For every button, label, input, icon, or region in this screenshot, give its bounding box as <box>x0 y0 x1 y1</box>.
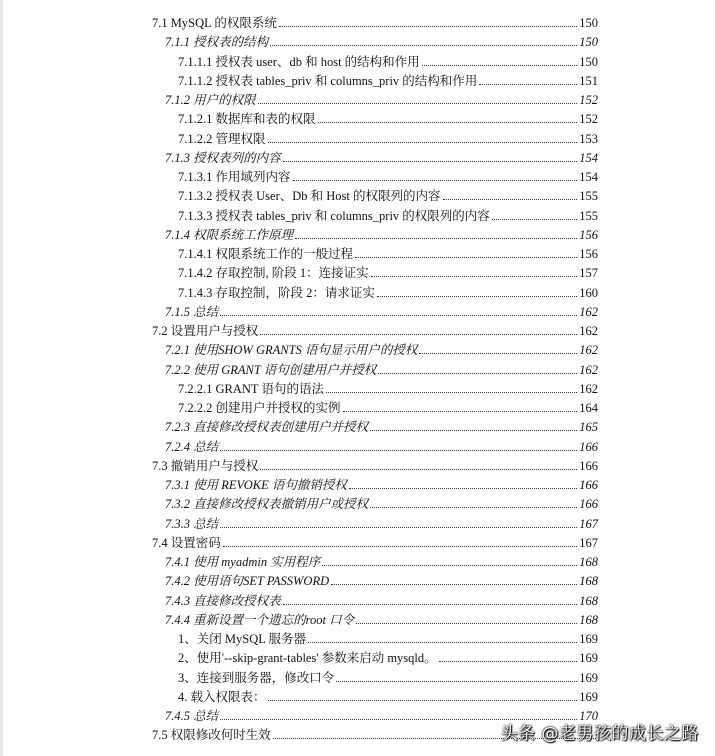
dot-leader <box>283 161 578 162</box>
toc-entry[interactable] <box>165 435 598 454</box>
toc-entry-page: 155 <box>579 208 598 223</box>
dot-leader <box>422 65 578 66</box>
toc-entry-page: 168 <box>579 593 598 608</box>
toc-entry-title: 7.3.3 总结 <box>165 516 219 531</box>
toc-entry-page: 169 <box>579 632 598 646</box>
toc-entry[interactable] <box>178 204 598 223</box>
toc-entry-title: 7.3.1 使用 REVOKE 语句撤销授权 <box>165 478 347 492</box>
toc-entry-title: 7.1.4.3 存取控制，阶段 2：请求证实 <box>178 285 375 300</box>
toc-entry-page: 170 <box>579 709 598 723</box>
toc-entry-title: 7.2.2.2 创建用户并授权的实例 <box>178 401 341 415</box>
toc-entry-title: 7.3.2 直接修改授权表撤销用户或授权 <box>165 497 369 512</box>
dot-leader <box>439 661 578 662</box>
toc-entry-page: 167 <box>579 516 598 531</box>
toc-entry-title: 7.1.4.2 存取控制, 阶段 1：连接证实 <box>178 266 369 281</box>
toc-entry-page: 154 <box>579 170 598 184</box>
dot-leader <box>326 392 577 393</box>
toc-entry[interactable] <box>165 338 598 357</box>
toc-entry[interactable] <box>165 473 598 492</box>
toc-entry-title: 7.4.1 使用 myadmin 实用程序 <box>165 555 321 569</box>
toc-entry-title: 7.1.2 用户的权限 <box>165 93 256 107</box>
dot-leader <box>377 296 577 297</box>
dot-leader <box>283 604 578 605</box>
dot-leader <box>220 315 577 316</box>
toc-entry-page: 156 <box>579 227 598 242</box>
toc-entry[interactable] <box>165 512 598 531</box>
toc-entry-title: 7.1.3.2 授权表 User、Db 和 Host 的权限列的内容 <box>178 189 441 204</box>
toc-entry[interactable] <box>165 358 598 377</box>
toc-entry-page: 152 <box>579 93 598 107</box>
toc-entry[interactable] <box>165 300 598 319</box>
toc-entry-title: 7.1.3 授权表列的内容 <box>165 150 281 165</box>
dot-leader <box>318 122 578 123</box>
toc-entry-page: 166 <box>579 439 598 454</box>
dot-leader <box>331 584 577 585</box>
dot-leader <box>419 353 577 354</box>
dot-leader <box>279 26 577 27</box>
toc-entry[interactable] <box>165 589 598 608</box>
toc-entry-title: 2、使用'--skip-grant-tables' 参数来启动 mysqld。 <box>178 651 437 666</box>
toc-entry-title: 4. 载入权限表： <box>178 689 266 704</box>
toc-entry-page: 166 <box>579 478 598 492</box>
toc-entry-page: 153 <box>579 131 598 146</box>
toc-entry[interactable] <box>152 319 598 338</box>
toc-entry[interactable] <box>178 685 598 704</box>
toc-entry[interactable] <box>178 281 598 300</box>
toc-entry-title: 7.3 撤销用户与授权 <box>152 458 259 473</box>
toc-entry[interactable] <box>165 492 598 511</box>
toc-entry-page: 162 <box>579 362 598 377</box>
toc-entry-title: 7.2.2.1 GRANT 语句的语法 <box>178 381 324 396</box>
toc-entry-title: 7.1.4.1 权限系统工作的一般过程 <box>178 247 354 261</box>
dot-leader <box>220 527 577 528</box>
dot-leader <box>260 334 577 335</box>
dot-leader <box>370 430 577 431</box>
toc-entry-page: 150 <box>579 35 598 50</box>
dot-leader <box>268 142 578 143</box>
dot-leader <box>270 45 577 46</box>
toc-entry[interactable] <box>178 646 598 665</box>
dot-leader <box>295 238 577 239</box>
toc-entry-title: 7.1.2.2 管理权限 <box>178 131 266 146</box>
toc-entry-page: 166 <box>579 497 598 512</box>
toc-entry[interactable] <box>165 146 598 165</box>
toc-entry-page: 169 <box>579 689 598 704</box>
toc-entry-page: 168 <box>579 612 598 627</box>
toc-entry[interactable] <box>178 50 598 69</box>
dot-leader <box>371 276 578 277</box>
dot-leader <box>336 681 577 682</box>
toc-entry[interactable] <box>152 531 598 550</box>
toc-entry-title: 7.4.2 使用语句SET PASSWORD <box>165 574 330 589</box>
toc-entry-page: 166 <box>579 458 598 473</box>
toc-entry-title: 7.4.4 重新设置一个遗忘的root 口令 <box>165 612 355 627</box>
toc-entry[interactable] <box>165 223 598 242</box>
dot-leader <box>268 700 578 701</box>
dot-leader <box>370 507 577 508</box>
toc-entry[interactable] <box>178 107 598 126</box>
toc-entry-title: 7.2.3 直接修改授权表创建用户并授权 <box>165 420 369 435</box>
toc-entry-title: 7.4.3 直接修改授权表 <box>165 593 281 608</box>
toc-entry[interactable] <box>178 127 598 146</box>
dot-leader <box>260 469 577 470</box>
toc-entry[interactable] <box>165 569 598 588</box>
toc-entry[interactable] <box>178 666 598 685</box>
dot-leader <box>492 219 577 220</box>
page-edge <box>0 0 3 756</box>
toc-entry-page: 168 <box>579 555 598 569</box>
toc-entry[interactable] <box>165 608 598 627</box>
toc-entry-page: 154 <box>579 150 598 165</box>
toc-entry[interactable] <box>165 415 598 434</box>
toc-entry-page: 150 <box>579 54 598 69</box>
toc-entry-title: 7.1.3.1 作用域列内容 <box>178 170 291 184</box>
toc-entry-title: 7.5 权限修改何时生效 <box>152 728 271 743</box>
toc-entry-title: 3、连接到服务器，修改口令 <box>178 670 335 685</box>
toc-entry[interactable] <box>178 165 598 184</box>
dot-leader <box>223 546 577 547</box>
toc-entry-title: 7.4 设置密码 <box>152 535 221 550</box>
toc-entry-title: 7.1.5 总结 <box>165 304 219 319</box>
toc-entry-title: 7.2.2 使用 GRANT 语句创建用户并授权 <box>165 362 377 377</box>
toc-entry-page: 155 <box>579 189 598 204</box>
toc-entry[interactable] <box>152 454 598 473</box>
toc-entry-page: 152 <box>579 112 598 127</box>
toc-entry-page: 168 <box>579 574 598 589</box>
watermark: 头条 @老男孩的成长之路 <box>500 724 699 744</box>
dot-leader <box>322 565 577 566</box>
toc-entry[interactable] <box>178 627 598 646</box>
toc-entry-page: 169 <box>579 651 598 666</box>
toc-entry-page: 162 <box>579 343 598 358</box>
toc-entry-title: 7.1 MySQL 的权限系统 <box>152 16 277 30</box>
dot-leader <box>343 411 578 412</box>
toc-entry[interactable] <box>178 377 598 396</box>
toc-entry-page: 156 <box>579 247 598 261</box>
dot-leader <box>378 373 577 374</box>
toc-entry-title: 7.2 设置用户与授权 <box>152 324 259 338</box>
dot-leader <box>443 199 578 200</box>
dot-leader <box>356 623 577 624</box>
toc-entry-title: 7.1.1.1 授权表 user、db 和 host 的结构和作用 <box>178 54 420 69</box>
toc-entry[interactable] <box>178 261 598 280</box>
toc-entry[interactable] <box>178 184 598 203</box>
toc-entry[interactable] <box>178 242 598 261</box>
toc-entry-page: 160 <box>579 285 598 300</box>
dot-leader <box>479 84 577 85</box>
toc-entry-page: 167 <box>579 535 598 550</box>
dot-leader <box>355 257 577 258</box>
toc-entry[interactable] <box>178 396 598 415</box>
dot-leader <box>220 450 577 451</box>
toc-entry-title: 7.1.1.2 授权表 tables_priv 和 columns_priv 的结构和作用 <box>178 73 478 88</box>
toc-entry-page: 157 <box>579 266 598 281</box>
dot-leader <box>293 180 578 181</box>
dot-leader <box>308 642 577 643</box>
toc-entry-title: 7.1.4 权限系统工作原理 <box>165 227 294 242</box>
toc-entry[interactable] <box>165 88 598 107</box>
toc-entry[interactable] <box>165 30 598 49</box>
toc-entry-title: 1、关闭 MySQL 服务器 <box>178 632 307 646</box>
dot-leader <box>349 488 577 489</box>
toc-entry-page: 150 <box>579 16 598 30</box>
toc-entry[interactable] <box>165 550 598 569</box>
toc-entry-title: 7.1.1 授权表的结构 <box>165 35 269 50</box>
toc-entry-title: 7.4.5 总结 <box>165 709 219 723</box>
toc-entry[interactable] <box>178 69 598 88</box>
toc-entry-title: 7.2.1 使用SHOW GRANTS 语句显示用户的授权 <box>165 343 418 358</box>
dot-leader <box>258 103 578 104</box>
toc-entry-title: 7.1.3.3 授权表 tables_priv 和 columns_priv 的权限列的内容 <box>178 208 490 223</box>
toc-entry-page: 151 <box>579 73 598 88</box>
toc-entry-page: 165 <box>579 420 598 435</box>
toc-entry-page: 162 <box>579 324 598 338</box>
toc-entry-page: 162 <box>579 381 598 396</box>
toc-entry-title: 7.1.2.1 数据库和表的权限 <box>178 112 316 127</box>
toc-entry-title: 7.2.4 总结 <box>165 439 219 454</box>
toc-entry[interactable] <box>152 11 598 30</box>
toc-entry-page: 162 <box>579 304 598 319</box>
toc-entry-page: 164 <box>579 401 598 415</box>
toc-entry-page: 169 <box>579 670 598 685</box>
